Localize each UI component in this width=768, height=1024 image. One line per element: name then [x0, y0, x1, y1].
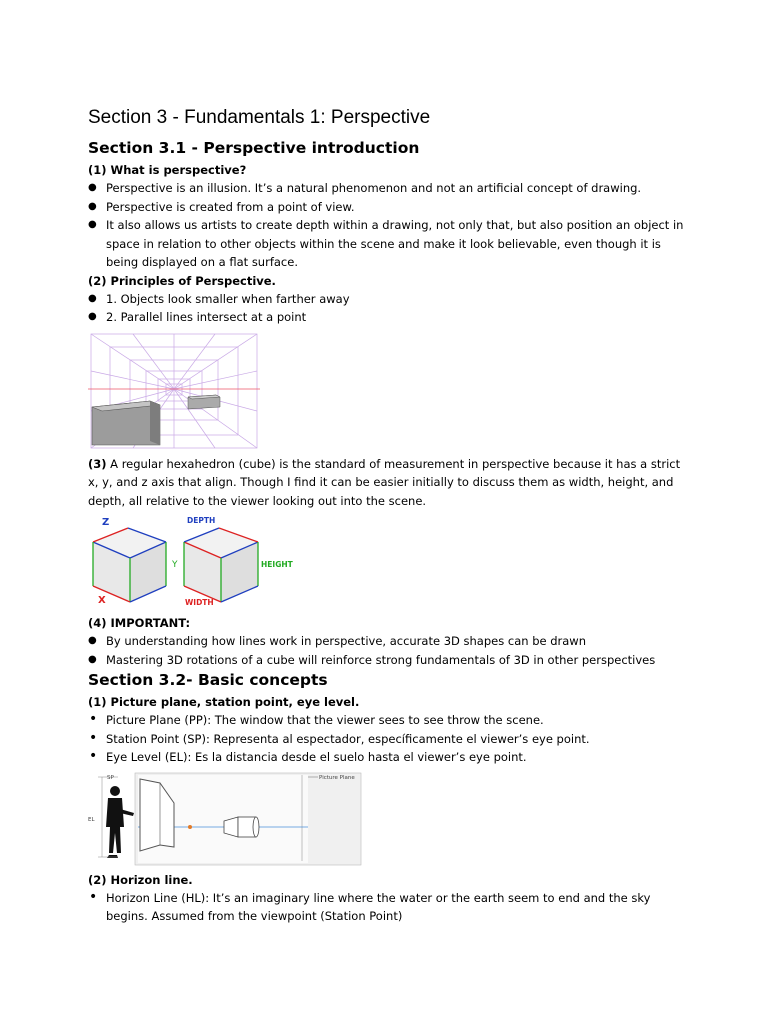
horizon-list	[88, 889, 688, 926]
el-label: EL	[88, 816, 95, 823]
z-axis-label: Z	[102, 517, 110, 528]
list-item: ● By understanding how lines work in perspective, accurate 3D shapes can be drawn	[88, 632, 688, 651]
question-what-is-perspective: (1) What is perspective?	[88, 163, 247, 177]
list-item: ● Perspective is an illusion. It’s a natural phenomenon and not an artificial concept of drawing.	[88, 179, 688, 198]
station-point-figure	[106, 786, 134, 858]
perspective-definition-list	[88, 179, 688, 272]
list-item: ● 1. Objects look smaller when farther away	[88, 290, 688, 309]
one-point-perspective-figure	[88, 331, 260, 451]
picture-plane-label: Picture Plane	[319, 774, 355, 781]
cube-xyz	[93, 517, 178, 606]
question-picture-plane: (1) Picture plane, station point, eye level.	[88, 695, 360, 709]
important-list	[88, 632, 688, 669]
section-3-2-heading: Section 3.2- Basic concepts	[88, 671, 328, 689]
y-axis-label: Y	[172, 560, 178, 570]
cube-dimensions	[184, 516, 294, 607]
document-page	[88, 105, 688, 926]
cube-paragraph	[88, 455, 688, 511]
width-label: WIDTH	[185, 598, 214, 607]
depth-label: DEPTH	[187, 516, 216, 525]
sp-label: SP	[107, 774, 114, 781]
list-item: • Horizon Line (HL): It’s an imaginary line where the water or the earth seem to end and the sky begins. Assumed from the viewpoint (Station Point)	[88, 889, 688, 926]
list-item: • Picture Plane (PP): The window that the viewer sees to see throw the scene.	[88, 711, 688, 730]
section-3-1-heading: Section 3.1 - Perspective introduction	[88, 139, 420, 157]
document-title: Section 3 - Fundamentals 1: Perspective	[88, 107, 431, 128]
near-box-shape	[92, 401, 160, 445]
cube-paragraph-number: (3)	[88, 456, 107, 471]
question-principles: (2) Principles of Perspective.	[88, 273, 276, 288]
list-item: • Station Point (SP): Representa al espectador, específicamente el viewer’s eye point.	[88, 730, 688, 749]
cube-axes-figure	[88, 514, 298, 610]
important-heading: (4) IMPORTANT:	[88, 616, 191, 630]
list-item: ● Perspective is created from a point of view.	[88, 198, 688, 217]
question-horizon-line: (2) Horizon line.	[88, 872, 193, 887]
cylinder-object	[224, 817, 259, 837]
list-item: ● It also allows us artists to create depth within a drawing, not only that, but also position an object in space in relation to other objects within the scene and make it look believable, even though it is being displayed on a flat surface.	[88, 216, 688, 272]
list-item: • Eye Level (EL): Es la distancia desde el suelo hasta el viewer’s eye point.	[88, 748, 688, 767]
list-item: ● 2. Parallel lines intersect at a point	[88, 308, 688, 327]
picture-plane-diagram	[88, 771, 362, 867]
cube-paragraph-text: A regular hexahedron (cube) is the standard of measurement in perspective because it has a strict x, y, and z axis that align. Though I find it can be easier initially to discuss them as width, height, and depth, all relative to the viewer looking out into the scene.	[88, 456, 681, 508]
basic-concepts-list	[88, 711, 688, 767]
far-box-shape	[188, 395, 220, 409]
principles-list	[88, 290, 688, 327]
height-label: HEIGHT	[261, 560, 293, 569]
list-item: ● Mastering 3D rotations of a cube will reinforce strong fundamentals of 3D in other perspectives	[88, 651, 688, 670]
x-axis-label: X	[98, 595, 106, 606]
